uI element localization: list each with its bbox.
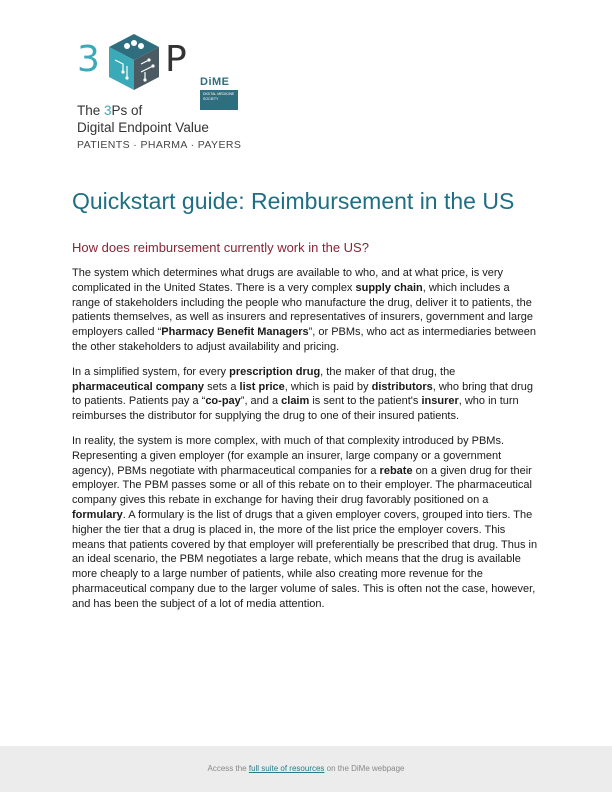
tagline-pre: The xyxy=(77,103,105,118)
cube-icon xyxy=(107,32,161,92)
bold-term: co-pay xyxy=(205,395,241,408)
text-span: , who in turn reimburses the distributor for supplying the drug to one of their insured patients. xyxy=(72,395,519,423)
section-heading: How does reimbursement currently work in the US? xyxy=(72,240,369,255)
bold-term: claim xyxy=(281,395,310,408)
text-span: In reality, the system is more complex, with much of that complexity introduced by PBMs. Representing a given employer (for example an insurer, large company or a government agency), PBMs negotiate with pharmaceutical companies for a xyxy=(72,434,505,477)
text-span: , which includes a range of stakeholders including the people who manufacture the drug, deliver it to patients, the patients themselves, as well as insurers and representatives of insurers, government and large employers called “ xyxy=(72,281,534,339)
dime-logo-text: DiME xyxy=(200,76,230,88)
tagline-line2: Digital Endpoint Value xyxy=(77,120,209,135)
bold-term: pharmaceutical company xyxy=(72,380,205,393)
paragraph-3 xyxy=(72,434,538,612)
text-span: ”, or PBMs, who act as intermediaries between the other stakeholders to adjust availability and pricing. xyxy=(72,326,537,353)
text-span: The system which determines what drugs are available to who, and at what price, is very complicated in the United States. There is a very complex xyxy=(72,267,504,294)
bold-term: Pharmacy Benefit Managers xyxy=(161,326,309,339)
text-span: In a simplified system, for every xyxy=(72,365,230,378)
tagline-accent: 3 xyxy=(104,103,112,118)
text-span: , which is paid by xyxy=(284,380,372,393)
text-span: sets a xyxy=(204,380,240,393)
dime-logo-subtext: DIGITAL MEDICINE SOCIETY xyxy=(203,92,235,101)
tagline-sub: PATIENTS · PHARMA · PAYERS xyxy=(77,139,242,151)
logo xyxy=(77,30,247,155)
logo-tagline xyxy=(77,102,209,136)
page-title: Quickstart guide: Reimbursement in the US xyxy=(72,188,515,214)
logo-letter: P xyxy=(165,39,187,80)
bold-term: insurer xyxy=(421,395,459,408)
bold-term: distributors xyxy=(371,380,433,393)
text-span: ”, and a xyxy=(240,395,282,408)
paragraph-2 xyxy=(72,365,538,424)
body-text xyxy=(72,266,538,622)
bold-term: list price xyxy=(239,380,285,393)
footer-pre: Access the xyxy=(207,764,249,773)
bold-term: rebate xyxy=(379,464,413,477)
footer-text xyxy=(0,764,612,773)
text-span: is sent to the patient's xyxy=(309,395,422,408)
bold-term: prescription drug xyxy=(229,365,321,378)
bold-term: supply chain xyxy=(355,281,423,294)
tagline-post: Ps of xyxy=(111,103,143,118)
paragraph-1 xyxy=(72,266,538,355)
text-span: , the maker of that drug, the xyxy=(320,365,456,378)
footer xyxy=(0,746,612,792)
bold-term: formulary xyxy=(72,508,123,521)
text-span: on a given drug for their employer. The PBM passes some or all of this rebate on to their employer. The pharmaceutical company gives this rebate in exchange for having their drug favorably positioned on a xyxy=(72,464,532,507)
text-span: . A formulary is the list of drugs that a given employer covers, grouped into tiers. The higher the tier that a drug is placed in, the more of the list price the employer covers. This means that patients covered by that employer will preferentially be prescribed that drug. Thus in an ideal scenario, the PBM negotiates a large rebate, which means that the drug is available more cheaply to a large number of patients, while also creating more revenue for the pharmaceutical company due to the larger volume of sales. This is often not the case, however, and has been the subject of a lot of media attention. xyxy=(72,508,538,610)
logo-digit: 3 xyxy=(77,39,100,80)
text-span: , who bring that drug to patients. Patients pay a “ xyxy=(72,380,534,408)
resources-link[interactable]: full suite of resources xyxy=(248,764,325,773)
footer-post: on the DiMe webpage xyxy=(324,764,405,773)
